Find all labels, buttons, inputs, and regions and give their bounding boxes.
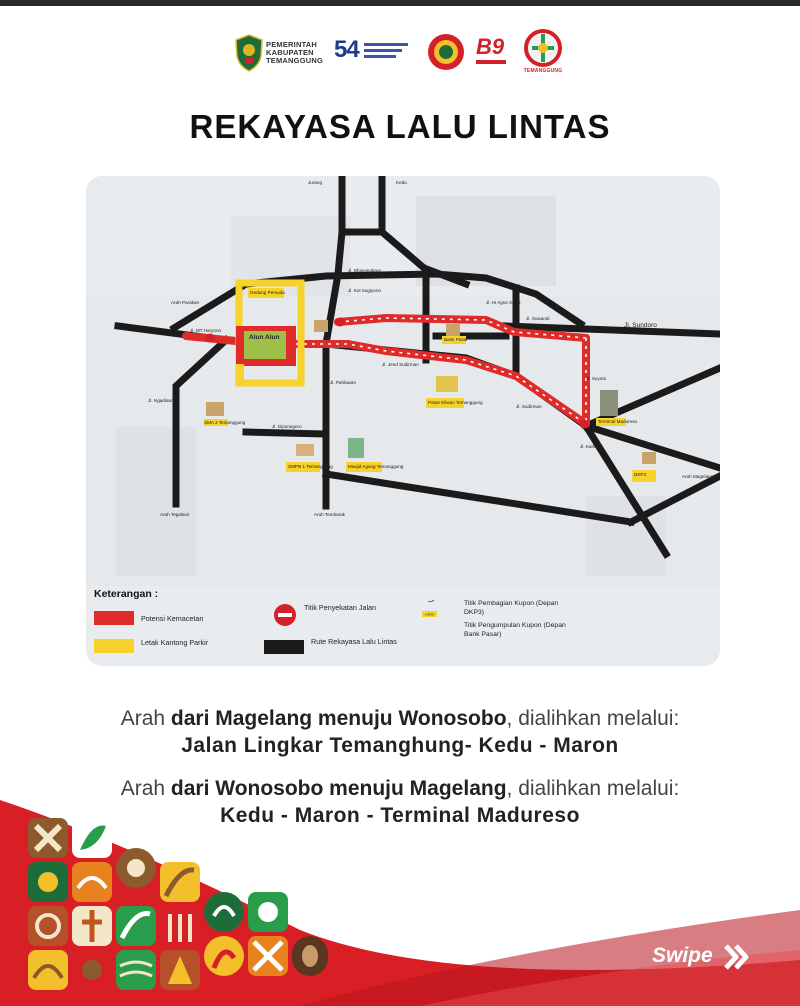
legend-checkpoint [264, 604, 394, 628]
terminal-icon [600, 390, 618, 416]
b9-logo-underline [476, 60, 506, 64]
decorative-tiles [28, 818, 328, 990]
map-label-kol-sugiyono: Jl. Kol Sugiyono [348, 288, 381, 293]
legend-congestion-label: Potensi Kemacetan [141, 614, 204, 623]
road-diponegoro [246, 432, 326, 434]
double-chevron-right-icon [722, 942, 752, 972]
map-label-terminal: Terminal Madureso [598, 419, 638, 424]
route1-via: Jalan Lingkar Temanghung- Kedu - Maron [181, 734, 619, 757]
office-icon [642, 452, 656, 464]
anniversary-number: 54 [334, 36, 359, 63]
building-icon [446, 324, 460, 336]
parking-swatch [94, 639, 134, 653]
checkpoint-icon [206, 334, 215, 343]
no-entry-icon [274, 604, 296, 626]
swipe-label: Swipe [652, 944, 713, 967]
map-label-bhayangkara: Jl. Bhayangkara [348, 268, 381, 273]
route-swatch [264, 640, 304, 654]
map-label-kartini: Jl. Kartini [580, 444, 599, 449]
map-label-sma: SMA 2 Temanggung [204, 420, 246, 425]
map-label-alun-alun: Alun Alun [249, 334, 280, 341]
map-label-kedu: Kedu [396, 180, 407, 185]
map-label-jend-sudirman: Jl. Jend Sudirman [382, 362, 419, 367]
background-shape [116, 426, 196, 576]
route2-heading: Arah dari Wonosobo menuju Magelang, dialihkan melalui: [120, 777, 680, 800]
school-icon [296, 444, 314, 456]
map-label-mt-haryono: Jl. MT Haryono [190, 328, 222, 333]
school-icon [206, 402, 224, 416]
temanggung-logo-icon [518, 28, 568, 68]
legend-route-label: Rute Rekayasa Lalu Lintas [311, 637, 397, 646]
temanggung-logo-text: TEMANGGUNG [523, 68, 563, 74]
crest-icon [234, 34, 264, 72]
route1-heading: Arah dari Magelang menuju Wonosobo, dialihkan melalui: [120, 707, 680, 730]
tile-pattern [28, 818, 328, 990]
legend-parking [94, 636, 244, 660]
map-legend [94, 586, 594, 666]
map-label-smpn: SMPN 1 Temanggung [288, 464, 333, 469]
coupon-icon [412, 600, 448, 622]
route-magelang-wonosobo [0, 706, 800, 760]
map-label-bank-pasar: Bank Pasar [444, 337, 468, 342]
map-label-pahlawan: Jl. Pahlawan [330, 380, 357, 385]
parking-area-west [236, 364, 244, 384]
map-label-gedung-pemuda: Gedung Pemuda [250, 290, 285, 295]
b9-logo [474, 34, 510, 70]
map-label-ngadisaro: Jl. Ngadisaro [148, 398, 175, 403]
map-label-diponegoro: Jl. Diponegoro [272, 424, 302, 429]
map-label-jurang: Jurang [308, 180, 323, 185]
map-label-arah-tegalsari: Arah Tegalsari [160, 512, 190, 517]
legend-title: Keterangan : [94, 588, 159, 600]
legend-congestion [94, 608, 244, 632]
map-label-dkp3: DKP3 [634, 472, 647, 477]
building-icon [314, 320, 328, 332]
legend-route [264, 637, 397, 662]
map-label-agus-salim: Jl. Hi Agus Salim [486, 300, 521, 305]
emblem-logo [426, 32, 466, 72]
legend-coupon-collection: Titik Pengumpulan Kupon (Depan Bank Pasar) [464, 622, 566, 638]
b9-logo-text: B9 [476, 34, 505, 59]
legend-checkpoint-label: Titik Penyekatan Jalan [304, 603, 377, 612]
anniversary-lines [364, 43, 408, 61]
route2-via: Kedu - Maron - Terminal Madureso [220, 804, 580, 827]
map-label-masjid: Masjid Agung Temanggung [348, 464, 404, 469]
legend-coupon [412, 600, 592, 660]
header-logos [232, 28, 572, 80]
mosque-icon [348, 438, 364, 458]
legend-parking-label: Letak Kantong Parkir [141, 638, 209, 647]
market-icon [436, 376, 458, 392]
map-label-suwandi: Jl. Suwandi [526, 316, 550, 321]
top-border [0, 0, 800, 6]
map-label-sudirman: Jl. Sudirman [516, 404, 542, 409]
map-label-pasar-kliwon: Pasar Kliwon Temanggung [428, 400, 483, 405]
swipe-button[interactable] [652, 942, 762, 972]
legend-coupon-distribution: Titik Pembagian Kupon (Depan DKP3) [464, 600, 559, 616]
anniversary-logo [334, 34, 410, 74]
page-title: REKAYASA LALU LINTAS [189, 108, 611, 145]
map-label-arah-parakan: Arah Parakan [171, 300, 200, 305]
checkpoint-icon [580, 420, 589, 429]
map-label-arah-tembarak: Arah Tembarak [314, 512, 346, 517]
map-label-suyoto: Jl. Suyoto [586, 376, 607, 381]
map-label-arah-magelang: Arah Magelang [682, 474, 714, 479]
checkpoint-icon [336, 318, 345, 327]
map-label-sundoro: Jl. Sundoro [624, 322, 657, 329]
traffic-map [86, 176, 720, 666]
svg-text:KUPON: KUPON [425, 613, 434, 617]
congestion-swatch [94, 611, 134, 625]
government-logo-text: PEMERINTAH KABUPATEN TEMANGGUNG [266, 40, 323, 65]
temanggung-logo [518, 28, 568, 78]
